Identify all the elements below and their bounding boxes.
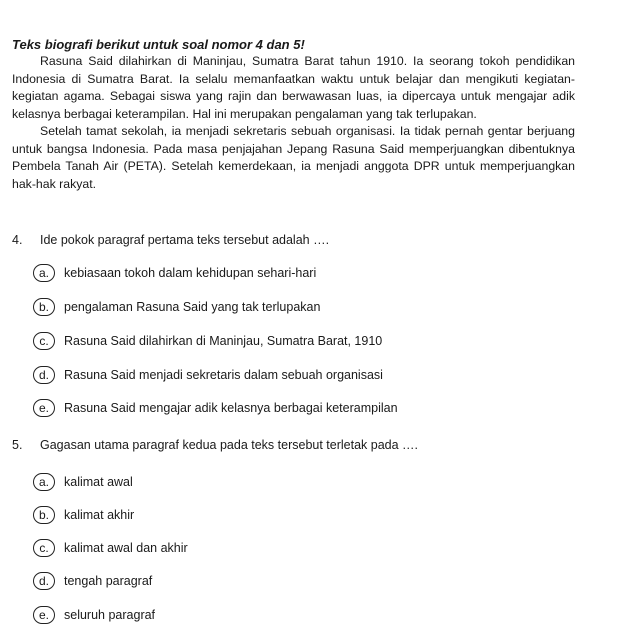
paragraph-1: Rasuna Said dilahirkan di Maninjau, Sumatra Barat tahun 1910. Ia seorang tokoh pendidikan Indonesia di Sumatra Barat. Ia selalu memanfaatkan waktu untuk belajar dan mengikuti kegiatan-kegiatan agama. Sebagai siswa yang rajin dan berwawasan luas, ia dipercaya untuk mengajar adik kelasnya berbagai keterampilan. Hal ini merupakan pengalaman yang tak terlupakan. bbox=[12, 54, 575, 121]
option-5c[interactable] bbox=[33, 538, 188, 558]
option-letter-badge[interactable]: b. bbox=[33, 506, 55, 524]
option-letter-badge[interactable]: d. bbox=[33, 572, 55, 590]
option-letter-badge[interactable]: e. bbox=[33, 399, 55, 417]
instruction-heading: Teks biografi berikut untuk soal nomor 4 dan 5! bbox=[12, 37, 305, 52]
option-text: Rasuna Said dilahirkan di Maninjau, Sumatra Barat, 1910 bbox=[64, 334, 383, 348]
option-letter-badge[interactable]: d. bbox=[33, 366, 55, 384]
option-letter-badge[interactable]: a. bbox=[33, 264, 55, 282]
option-5b[interactable] bbox=[33, 505, 134, 525]
option-letter-badge[interactable]: b. bbox=[33, 298, 55, 316]
option-letter-badge[interactable]: e. bbox=[33, 606, 55, 624]
option-letter-badge[interactable]: c. bbox=[33, 539, 55, 557]
question-text: Ide pokok paragraf pertama teks tersebut adalah …. bbox=[40, 233, 330, 247]
option-4e[interactable] bbox=[33, 398, 398, 418]
option-letter-badge[interactable]: a. bbox=[33, 473, 55, 491]
option-text: pengalaman Rasuna Said yang tak terlupakan bbox=[64, 300, 321, 314]
option-text: kebiasaan tokoh dalam kehidupan sehari-hari bbox=[64, 266, 317, 280]
option-text: kalimat awal dan akhir bbox=[64, 541, 188, 555]
option-5d[interactable] bbox=[33, 571, 152, 591]
biography-text-block bbox=[12, 36, 575, 193]
option-4b[interactable] bbox=[33, 297, 320, 317]
paragraph-2: Setelah tamat sekolah, ia menjadi sekretaris sebuah organisasi. Ia tidak pernah gentar berjuang untuk bangsa Indonesia. Pada masa penjajahan Jepang Rasuna Said memperjuangkan dibentuknya Pembela Tanah Air (PETA). Setelah kemerdekaan, ia menjadi anggota DPR untuk memperjuangkan hak-hak rakyat. bbox=[12, 124, 575, 191]
question-5 bbox=[12, 437, 418, 453]
question-number: 4. bbox=[12, 233, 23, 247]
option-text: Rasuna Said mengajar adik kelasnya berbagai keterampilan bbox=[64, 401, 398, 415]
option-text: Rasuna Said menjadi sekretaris dalam sebuah organisasi bbox=[64, 368, 383, 382]
option-text: seluruh paragraf bbox=[64, 608, 156, 622]
option-text: tengah paragraf bbox=[64, 574, 153, 588]
question-text: Gagasan utama paragraf kedua pada teks tersebut terletak pada …. bbox=[40, 438, 419, 452]
option-text: kalimat awal bbox=[64, 475, 133, 489]
option-letter-badge[interactable]: c. bbox=[33, 332, 55, 350]
option-5e[interactable] bbox=[33, 605, 155, 625]
option-text: kalimat akhir bbox=[64, 508, 135, 522]
option-4d[interactable] bbox=[33, 365, 383, 385]
option-4c[interactable] bbox=[33, 331, 382, 351]
question-4 bbox=[12, 232, 329, 248]
option-5a[interactable] bbox=[33, 472, 133, 492]
option-4a[interactable] bbox=[33, 263, 316, 283]
question-number: 5. bbox=[12, 438, 23, 452]
